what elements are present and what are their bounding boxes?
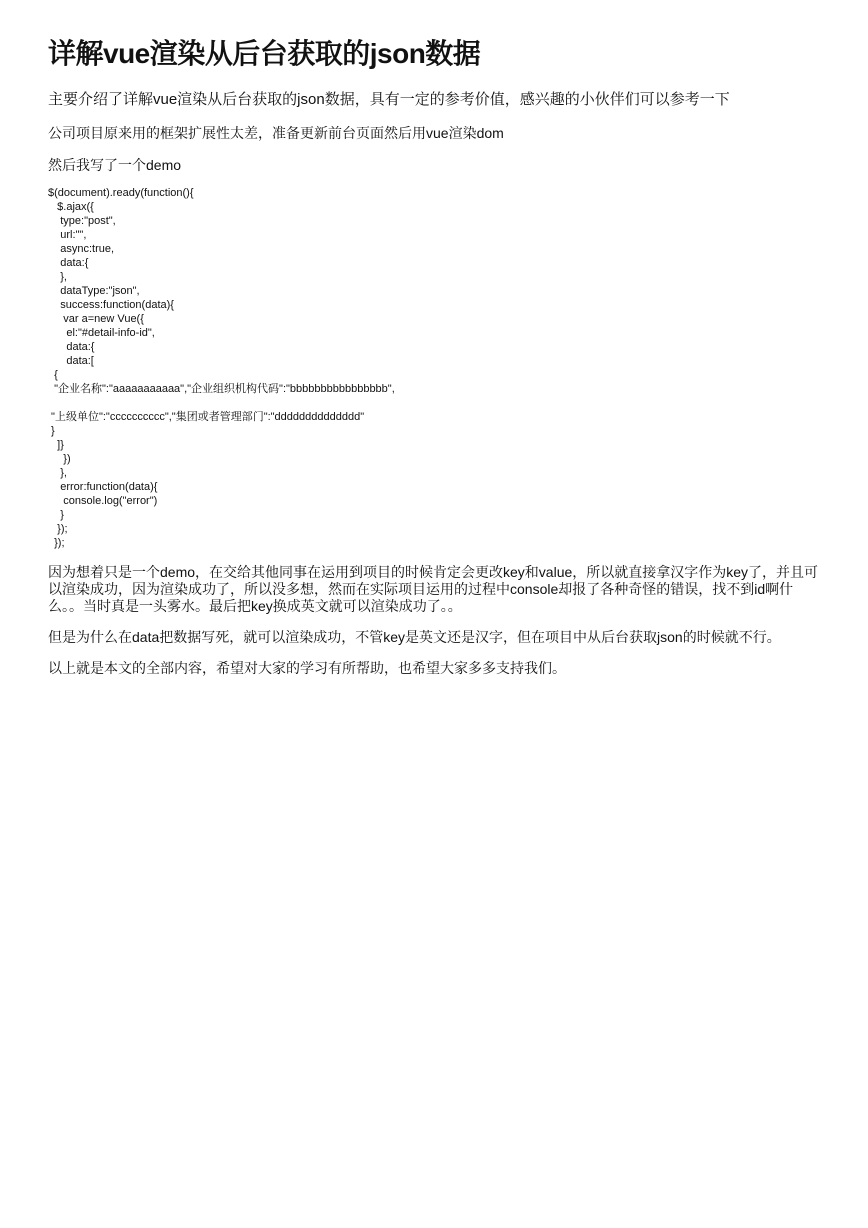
code-line: }) <box>48 453 71 465</box>
code-line: { <box>48 369 58 381</box>
code-line: }, <box>48 467 67 479</box>
paragraph-demo: 然后我写了一个demo <box>48 157 182 173</box>
code-line: $.ajax({ <box>48 201 94 213</box>
code-line: "上级单位":"cccccccccc","集团或者管理部门":"dddddddddddddd" <box>48 411 365 423</box>
code-line <box>48 396 395 410</box>
code-line: ]} <box>48 439 64 451</box>
paragraph-conclusion: 以上就是本文的全部内容，希望对大家的学习有所帮助，也希望大家多多支持我们。 <box>48 660 566 676</box>
article-summary: 主要介绍了详解vue渲染从后台获取的json数据，具有一定的参考价值，感兴趣的小伙伴们可以参考一下 <box>48 91 730 108</box>
code-line: dataType:"json", <box>48 285 140 297</box>
code-line: }, <box>48 271 67 283</box>
code-line: } <box>48 509 64 521</box>
paragraph-intro: 公司项目原来用的框架扩展性太差，准备更新前台页面然后用vue渲染dom <box>48 125 504 141</box>
paragraph-question: 但是为什么在data把数据写死，就可以渲染成功，不管key是英文还是汉字，但在项目中从后台获取json的时候就不行。 <box>48 629 781 645</box>
code-line: data:[ <box>48 355 94 367</box>
article-title: 详解vue渲染从后台获取的json数据 <box>48 38 481 69</box>
code-line: "企业名称":"aaaaaaaaaaa","企业组织机构代码":"bbbbbbbbbbbbbbbb", <box>48 383 395 395</box>
code-line: } <box>48 425 55 437</box>
code-line: console.log("error") <box>48 495 158 507</box>
code-line: }); <box>48 523 68 535</box>
code-line: el:"#detail-info-id", <box>48 327 155 339</box>
code-line: async:true, <box>48 243 115 255</box>
code-block <box>48 186 395 550</box>
paragraph-explanation: 因为想着只是一个demo，在交给其他同事在运用到项目的时候肯定会更改key和value，所以就直接拿汉字作为key了，并且可以渲染成功，因为渲染成功了，所以没多想，然而在实际项目运用的过程中console却报了各种奇怪的错误，找不到id啊什么。。当时真是一头雾水。最后把key换成英文就可以渲染成功了。。 <box>48 564 819 614</box>
code-line: url:"", <box>48 229 87 241</box>
code-line: var a=new Vue({ <box>48 313 144 325</box>
code-line: type:"post", <box>48 215 116 227</box>
code-line: data:{ <box>48 257 89 269</box>
code-line: $(document).ready(function(){ <box>48 187 194 199</box>
code-line: }); <box>48 537 65 549</box>
code-line: data:{ <box>48 341 95 353</box>
code-line: error:function(data){ <box>48 481 158 493</box>
code-line: success:function(data){ <box>48 299 174 311</box>
